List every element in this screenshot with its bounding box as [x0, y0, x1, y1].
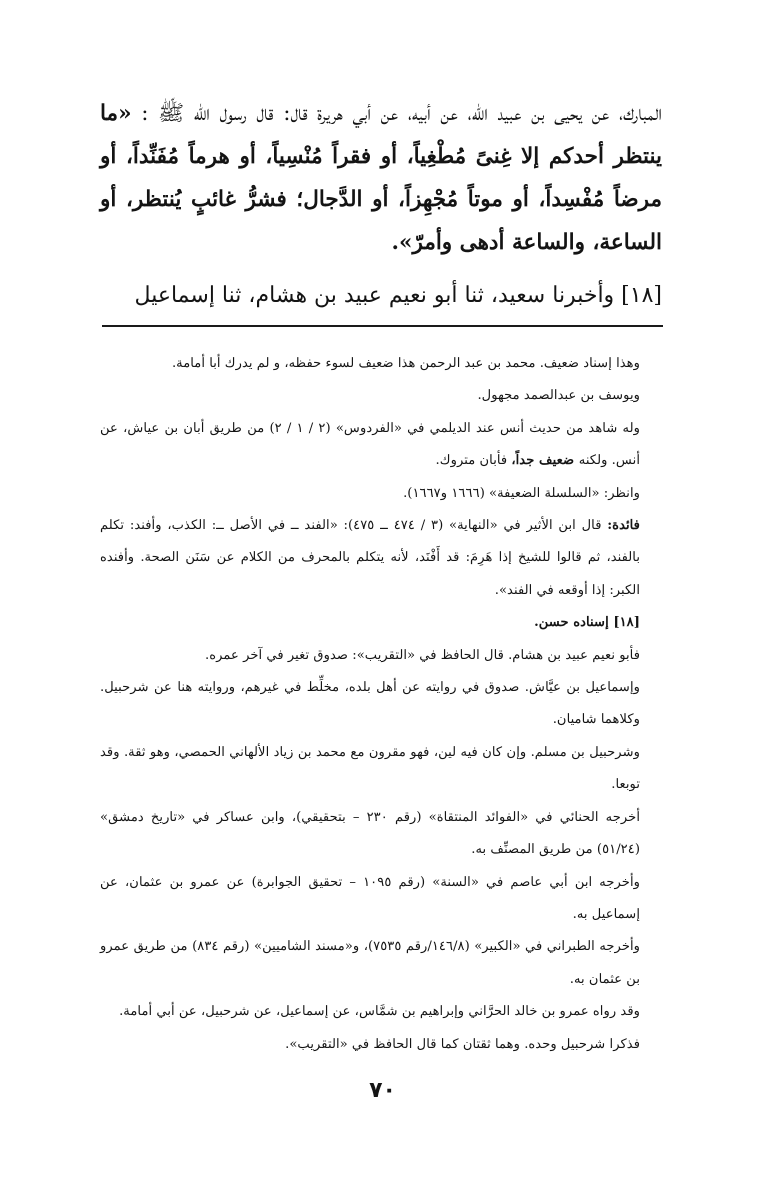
footnote-heading: [١٨] إسناده حسن. — [534, 615, 640, 631]
footnote-bold: ضعيف جداً، — [511, 453, 579, 469]
hadith-quote: «ما ينتظر أحدكم إلا غِنىً مُطْغِياً، أو فقراً مُنْسِياً، أو هرماً مُفَنِّداً، أو مرضاً مُفْسِداً، أو موتاً مُجْهِزاً، أو الدَّجال؛ فشرُّ غائبٍ يُنتظر، أو الساعة، والساعة أدهى وأمرّ». — [100, 101, 662, 255]
footnote-text: قال ابن الأثير في «النهاية» (٣ / ٤٧٤ ــ ٤٧٥): «الفند ــ في الأصل ــ: الكذب، وأفند: تكلم بالفند، ثم قالوا للشيخ إذا هَرِمَ: قد أَفْنَد، لأنه يتكلم بالمحرف من الكلام عن سَنَن الصحة. وأفنده الكبر: إذا أوقعه في الفند». — [100, 518, 640, 598]
footnotes — [100, 348, 662, 1061]
main-text — [100, 92, 662, 317]
footnote-text: فأبان متروك. — [435, 453, 512, 469]
footnote-line: وشرحبيل بن مسلم. وإن كان فيه لين، فهو مقرون مع محمد بن زياد الألهاني الحمصي، وهو ثقة. وقد توبعا. — [100, 744, 640, 793]
page-number: ٧٠ — [369, 1078, 396, 1103]
hadith-paragraph — [100, 92, 662, 264]
footnote-line: أخرجه الحنائي في «الفوائد المنتقاة» (رقم ٢٣٠ – بتحقيقي)، وابن عساكر في «تاريخ دمشق» (٥١/٢٤) من طريق المصنِّف به. — [100, 809, 640, 858]
benefit-label: فائدة: — [607, 518, 640, 534]
footnote-text: وله شاهد من حديث أنس عند الديلمي في «الفردوس» (٢ / ١ / ٢) من طريق أبان بن عياش، عن أنس. ولكنه — [100, 420, 640, 469]
footnote-line: فأبو نعيم عبيد بن هشام. قال الحافظ في «التقريب»: صدوق تغير في آخر عمره. — [205, 647, 640, 663]
footnote-line: وأخرجه الطبراني في «الكبير» (١٤٦/٨/رقم ٧٥٣٥)، و«مسند الشاميين» (رقم ٨٣٤) من طريق عمرو بن عثمان به. — [100, 939, 640, 987]
footnote-line: وأخرجه ابن أبي عاصم في «السنة» (رقم ١٠٩٥ – تحقيق الجوابرة) عن عمرو بن عثمان، عن إسماعيل به. — [100, 874, 640, 922]
footnote-line: فذكرا شرحبيل وحده. وهما ثقتان كما قال الحافظ في «التقريب». — [285, 1036, 640, 1052]
footnote-line: وهذا إسناد ضعيف. محمد بن عبد الرحمن هذا ضعيف لسوء حفظه، و لم يدرك أبا أمامة. — [171, 356, 640, 371]
footnote-line: وإسماعيل بن عيَّاش. صدوق في روايته عن أهل بلده، مخلِّط في غيرهم، وروايته هنا عن شرحبيل. وكلاهما شاميان. — [100, 680, 640, 728]
footnote-line: وقد رواه عمرو بن خالد الحرَّاني وإبراهيم بن شمَّاس، عن إسماعيل، عن شرحبيل، عن أبي أمامة. — [119, 1004, 640, 1020]
footnote-divider — [102, 325, 663, 327]
footnote-line: ويوسف بن عبدالصمد مجهول. — [477, 388, 640, 404]
footnote-line — [100, 510, 662, 607]
footnote-line: وانظر: «السلسلة الضعيفة» (١٦٦٦ و١٦٦٧). — [403, 485, 640, 501]
next-hadith-start: [١٨] وأخبرنا سعيد، ثنا أبو نعيم عبيد بن هشام، ثنا إسماعيل — [134, 283, 662, 308]
footnote-line — [100, 413, 662, 478]
isnad-text: المبارك، عن يحيى بن عبيد الله، عن أبيه، عن أبي هريرة قال: قال رسول الله ﷺ : — [131, 101, 662, 126]
